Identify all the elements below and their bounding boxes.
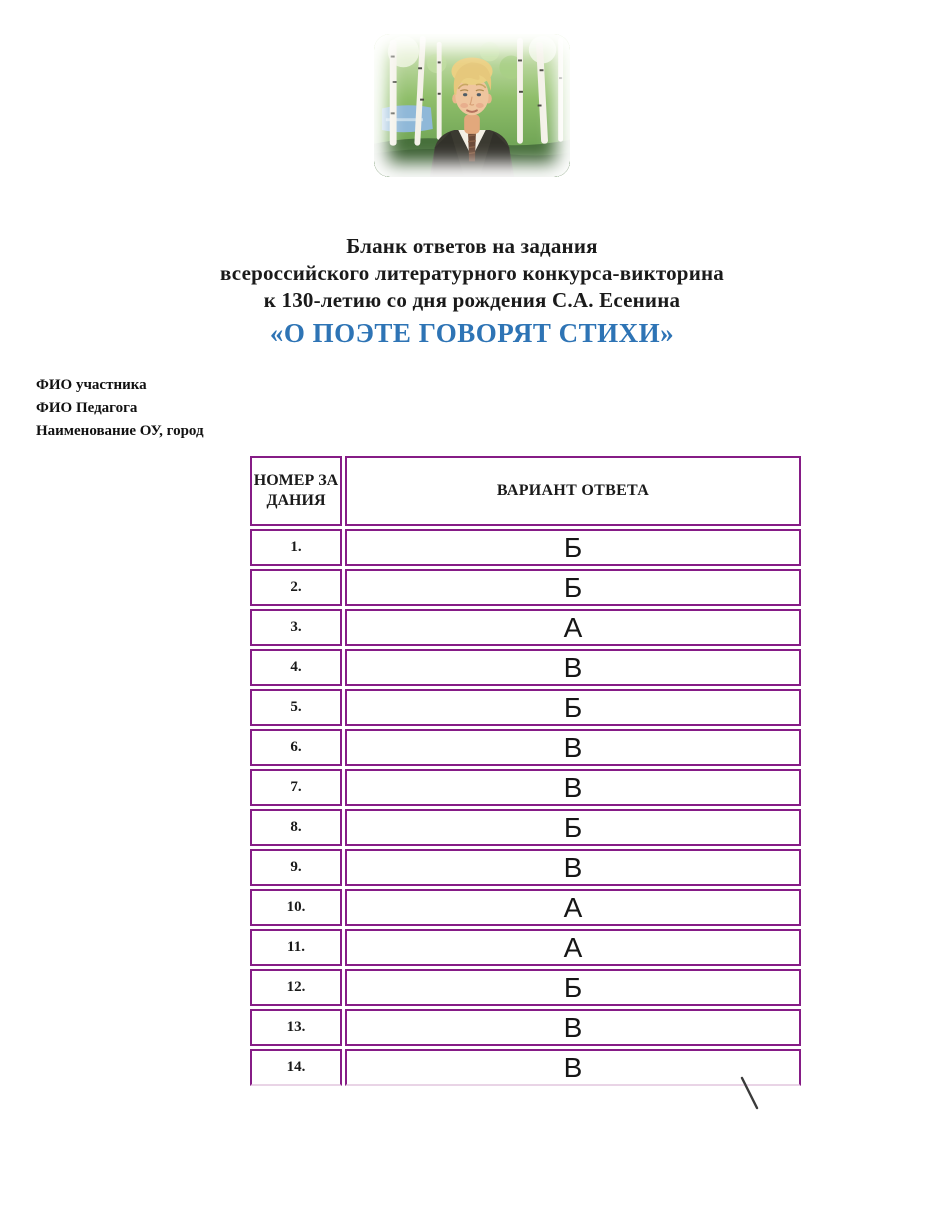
title-line-2: всероссийского литературного конкурса-викторина xyxy=(220,261,724,285)
answer-row xyxy=(250,849,801,886)
answer-letter: В xyxy=(345,1049,801,1086)
answer-row xyxy=(250,969,801,1006)
col-header-task-number: НОМЕР ЗАДАНИЯ xyxy=(250,456,342,526)
task-number: 13. xyxy=(250,1009,342,1046)
task-number: 2. xyxy=(250,569,342,606)
task-number: 8. xyxy=(250,809,342,846)
col-header-answer-variant: ВАРИАНТ ОТВЕТА xyxy=(345,456,801,526)
answer-row xyxy=(250,609,801,646)
task-number: 11. xyxy=(250,929,342,966)
title-line-1: Бланк ответов на задания xyxy=(346,234,598,258)
answer-table-body xyxy=(250,529,801,1086)
contest-name: «О ПОЭТЕ ГОВОРЯТ СТИХИ» xyxy=(269,318,675,348)
yesenin-portrait-illustration xyxy=(374,34,570,177)
task-number: 12. xyxy=(250,969,342,1006)
task-number: 9. xyxy=(250,849,342,886)
answer-letter: В xyxy=(345,769,801,806)
answer-row xyxy=(250,929,801,966)
answer-letter: А xyxy=(345,929,801,966)
task-number: 7. xyxy=(250,769,342,806)
answer-row xyxy=(250,769,801,806)
yesenin-portrait xyxy=(374,34,570,177)
answer-letter: Б xyxy=(345,529,801,566)
answer-letter: Б xyxy=(345,809,801,846)
task-number: 4. xyxy=(250,649,342,686)
answer-letter: В xyxy=(345,649,801,686)
answer-row xyxy=(250,1009,801,1046)
answer-table xyxy=(247,453,804,1089)
answer-letter: В xyxy=(345,729,801,766)
task-number: 5. xyxy=(250,689,342,726)
answer-letter: А xyxy=(345,609,801,646)
form-title-block xyxy=(0,233,944,350)
answer-row xyxy=(250,729,801,766)
answer-letter: Б xyxy=(345,969,801,1006)
task-number: 10. xyxy=(250,889,342,926)
task-number: 1. xyxy=(250,529,342,566)
task-number: 6. xyxy=(250,729,342,766)
answer-row xyxy=(250,889,801,926)
answer-row xyxy=(250,809,801,846)
answer-letter: Б xyxy=(345,689,801,726)
answer-row xyxy=(250,529,801,566)
answer-letter: А xyxy=(345,889,801,926)
answer-letter: В xyxy=(345,849,801,886)
pen-mark xyxy=(733,1072,767,1114)
participant-name-label: ФИО участника xyxy=(36,377,147,393)
answer-letter: В xyxy=(345,1009,801,1046)
answer-row xyxy=(250,689,801,726)
task-number: 14. xyxy=(250,1049,342,1086)
answer-letter: Б xyxy=(345,569,801,606)
answer-row xyxy=(250,569,801,606)
answer-table-header xyxy=(250,456,801,526)
title-line-3: к 130-летию со дня рождения С.А. Есенина xyxy=(263,288,681,312)
teacher-name-label: ФИО Педагога xyxy=(36,400,138,416)
school-city-label: Наименование ОУ, город xyxy=(36,423,204,439)
task-number: 3. xyxy=(250,609,342,646)
answer-row xyxy=(250,649,801,686)
answer-row xyxy=(250,1049,801,1086)
participant-fields xyxy=(36,374,944,443)
